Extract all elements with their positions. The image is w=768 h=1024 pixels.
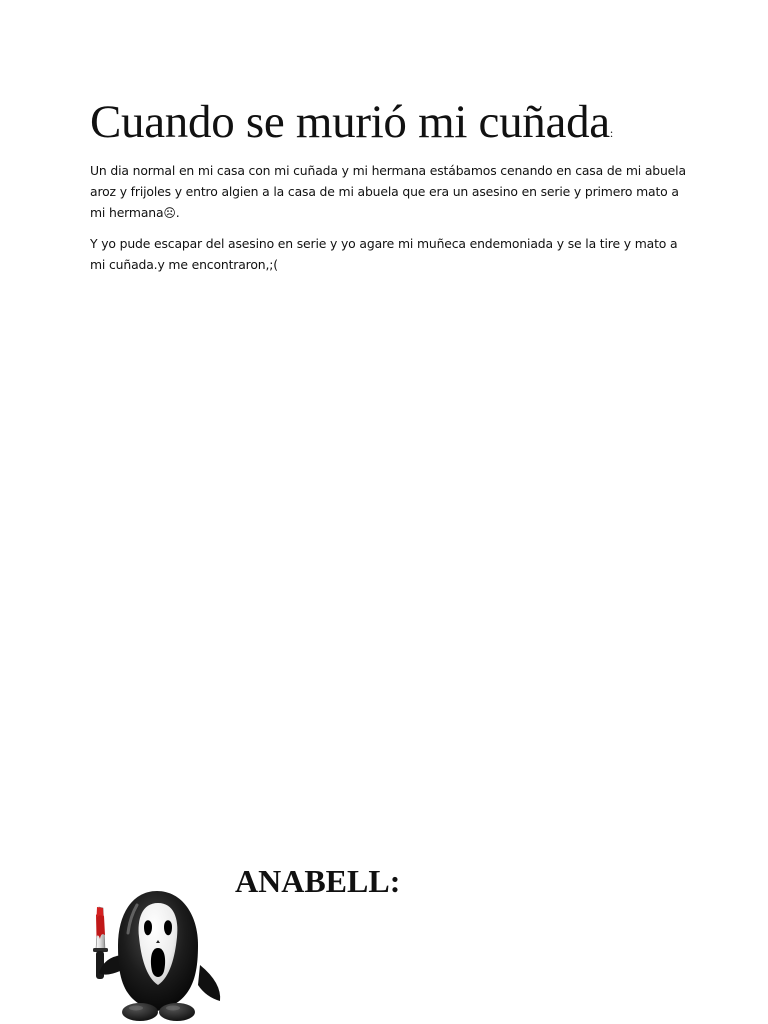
title-colon: : (609, 126, 613, 140)
document-body (90, 160, 690, 284)
sad-face-icon: ☹ (163, 206, 176, 220)
paragraph-1 (90, 160, 690, 224)
paragraph-2: Y yo pude escapar del asesino en serie y yo agare mi muñeca endemoniada y se la tire y mato a mi cuñada.y me encontraron,;( (90, 236, 678, 272)
page-title (90, 92, 613, 163)
title-text: Cuando se murió mi cuñada (90, 96, 610, 148)
signature: ANABELL: (235, 863, 401, 899)
ghostface-penguin-with-bloody-knife-icon (82, 885, 232, 1024)
paragraph-1-suffix: . (175, 205, 180, 220)
paragraph-1-text: Un dia normal en mi casa con mi cuñada y mi hermana estábamos cenando en casa de mi abuela aroz y frijoles y entro algien a la casa de mi abuela que era un asesino en serie y primero mato a mi hermana (90, 163, 686, 220)
